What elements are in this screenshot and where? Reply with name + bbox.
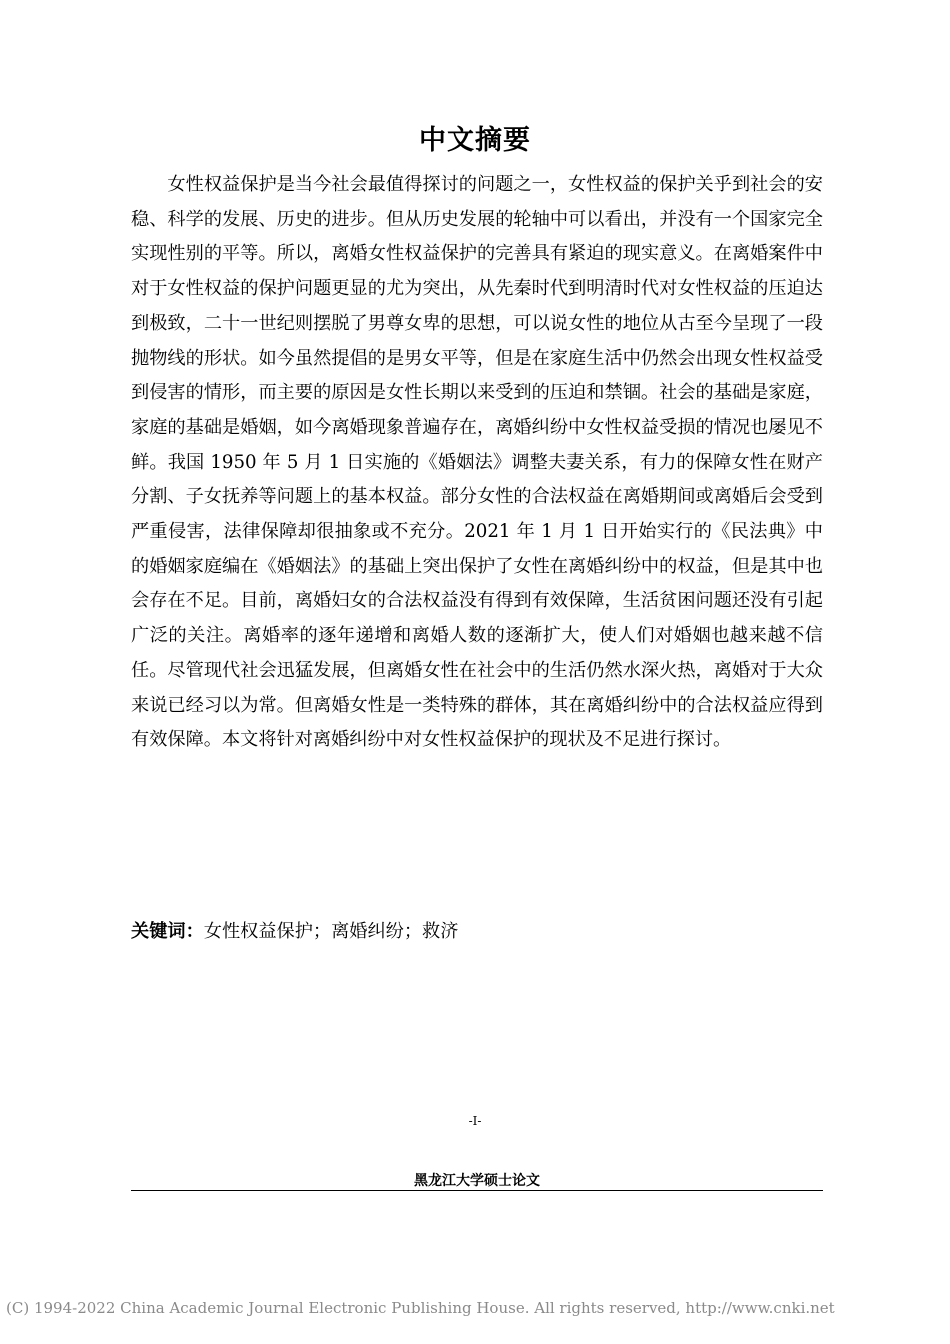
copyright-notice: (C) 1994-2022 China Academic Journal Electronic Publishing House. All rights reserved, http://www.cnki.net — [6, 1299, 835, 1317]
keywords-label: 关键词： — [131, 921, 204, 942]
page-number: -I- — [468, 1114, 482, 1128]
keywords-text: 女性权益保护；离婚纠纷；救济 — [203, 921, 459, 942]
footer-university-title: 黑龙江大学硕士论文 — [414, 1173, 540, 1189]
abstract-title: 中文摘要 — [419, 125, 531, 156]
footer-divider — [131, 1190, 823, 1191]
abstract-body: 女性权益保护是当今社会最值得探讨的问题之一，女性权益的保护关乎到社会的安稳、科学的发展、历史的进步。但从历史发展的轮轴中可以看出，并没有一个国家完全实现性别的平等。所以，离婚女性权益保护的完善具有紧迫的现实意义。在离婚案件中对于女性权益的保护问题更显的尤为突出，从先秦时代到明清时代对女性权益的压迫达到极致，二十一世纪则摆脱了男尊女卑的思想，可以说女性的地位从古至今呈现了一段抛物线的形状。如今虽然提倡的是男女平等，但是在家庭生活中仍然会出现女性权益受到侵害的情形，而主要的原因是女性长期以来受到的压迫和禁锢。社会的基础是家庭，家庭的基础是婚姻，如今离婚现象普遍存在，离婚纠纷中女性权益受损的情况也屡见不鲜。我国 1950 年 5 月 1 日实施的《婚姻法》调整夫妻关系，有力的保障女性在财产分割、子女抚养等问题上的基本权益。部分女性的合法权益在离婚期间或离婚后会受到严重侵害，法律保障却很抽象或不充分。2021 年 1 月 1 日开始实行的《民法典》中的婚姻家庭编在《婚姻法》的基础上突出保护了女性在离婚纠纷中的权益，但是其中也会存在不足。目前，离婚妇女的合法权益没有得到有效保障，生活贫困问题还没有引起广泛的关注。离婚率的逐年递增和离婚人数的逐渐扩大，使人们对婚姻也越来越不信任。尽管现代社会迅猛发展，但离婚女性在社会中的生活仍然水深火热，离婚对于大众来说已经习以为常。但离婚女性是一类特殊的群体，其在离婚纠纷中的合法权益应得到有效保障。本文将针对离婚纠纷中对女性权益保护的现状及不足进行探讨。 — [131, 174, 823, 751]
keywords-line — [131, 918, 823, 946]
